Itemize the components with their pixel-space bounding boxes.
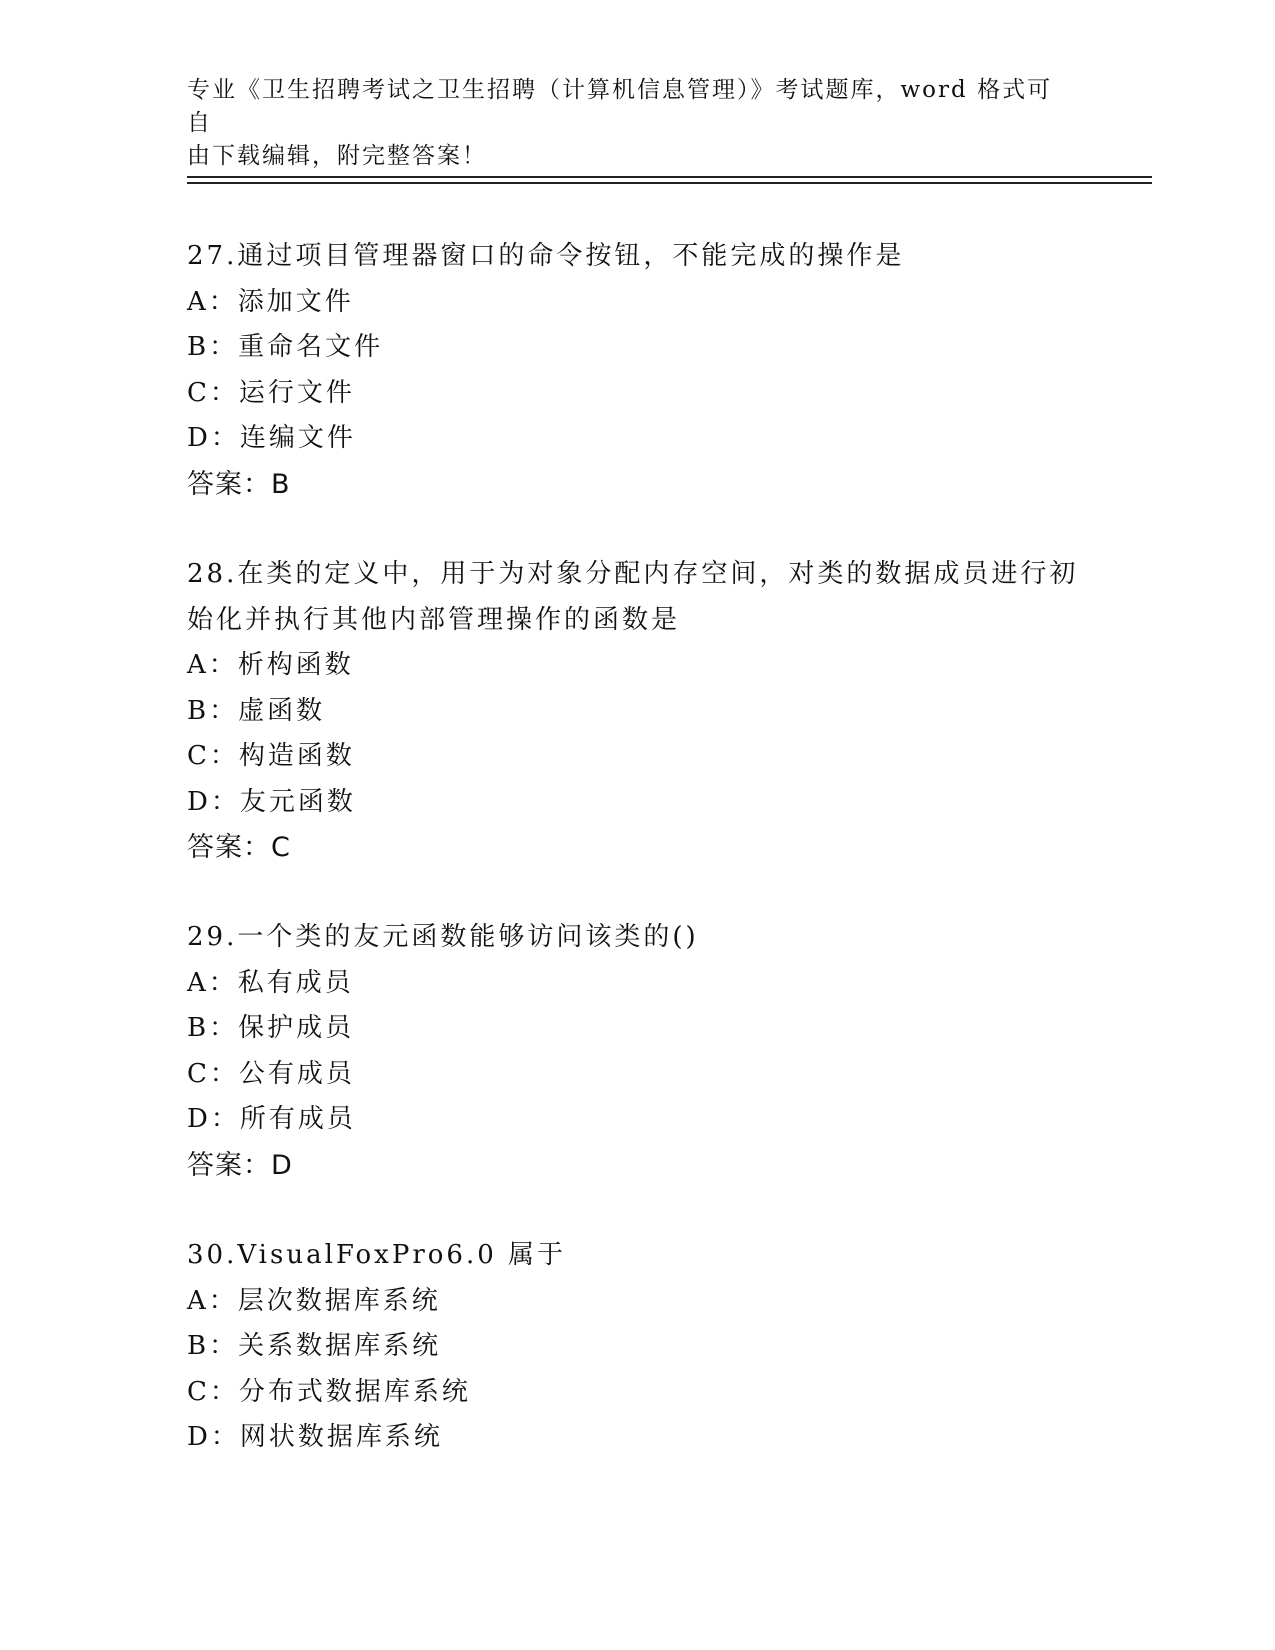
question-stem: 28.在类的定义中，用于为对象分配内存空间，对类的数据成员进行初: [187, 559, 1079, 589]
answer-line: 答案：D: [187, 1149, 293, 1181]
question-stem: 30.VisualFoxPro6.0 属于: [187, 1240, 567, 1270]
option-b: B：重命名文件: [187, 332, 384, 362]
option-a: A：添加文件: [187, 286, 354, 317]
question-stem: 29.一个类的友元函数能够访问该类的(): [187, 922, 699, 952]
document-header: [187, 74, 1067, 173]
option-b: B：保护成员: [187, 1013, 355, 1043]
header-line-1: 专业《卫生招聘考试之卫生招聘（计算机信息管理）》考试题库，word 格式可自: [187, 77, 1053, 136]
option-c: C：构造函数: [187, 741, 355, 771]
header-divider-bottom: [187, 182, 1152, 184]
question-27: [187, 234, 1087, 507]
question-stem-continued: 始化并执行其他内部管理操作的函数是: [187, 604, 681, 635]
header-divider-top: [187, 176, 1152, 178]
question-stem: 27.通过项目管理器窗口的命令按钮，不能完成的操作是: [187, 241, 905, 271]
option-b: B：虚函数: [187, 695, 326, 726]
option-c: C：运行文件: [187, 377, 355, 408]
option-c: C：公有成员: [187, 1058, 355, 1089]
header-line-2: 由下载编辑，附完整答案！: [187, 143, 487, 169]
option-d: D：所有成员: [187, 1104, 356, 1134]
option-b: B：关系数据库系统: [187, 1331, 442, 1361]
option-c: C：分布式数据库系统: [187, 1376, 471, 1407]
option-d: D：连编文件: [187, 423, 356, 453]
answer-line: 答案：B: [187, 468, 291, 500]
option-a: A：析构函数: [187, 650, 354, 680]
question-28: [187, 552, 1087, 871]
answer-line: 答案：C: [187, 832, 291, 863]
option-d: D：网状数据库系统: [187, 1422, 443, 1452]
question-29: [187, 915, 1087, 1188]
option-a: A：层次数据库系统: [187, 1285, 441, 1316]
question-30: [187, 1233, 1087, 1461]
option-d: D：友元函数: [187, 786, 356, 817]
option-a: A：私有成员: [187, 967, 354, 998]
